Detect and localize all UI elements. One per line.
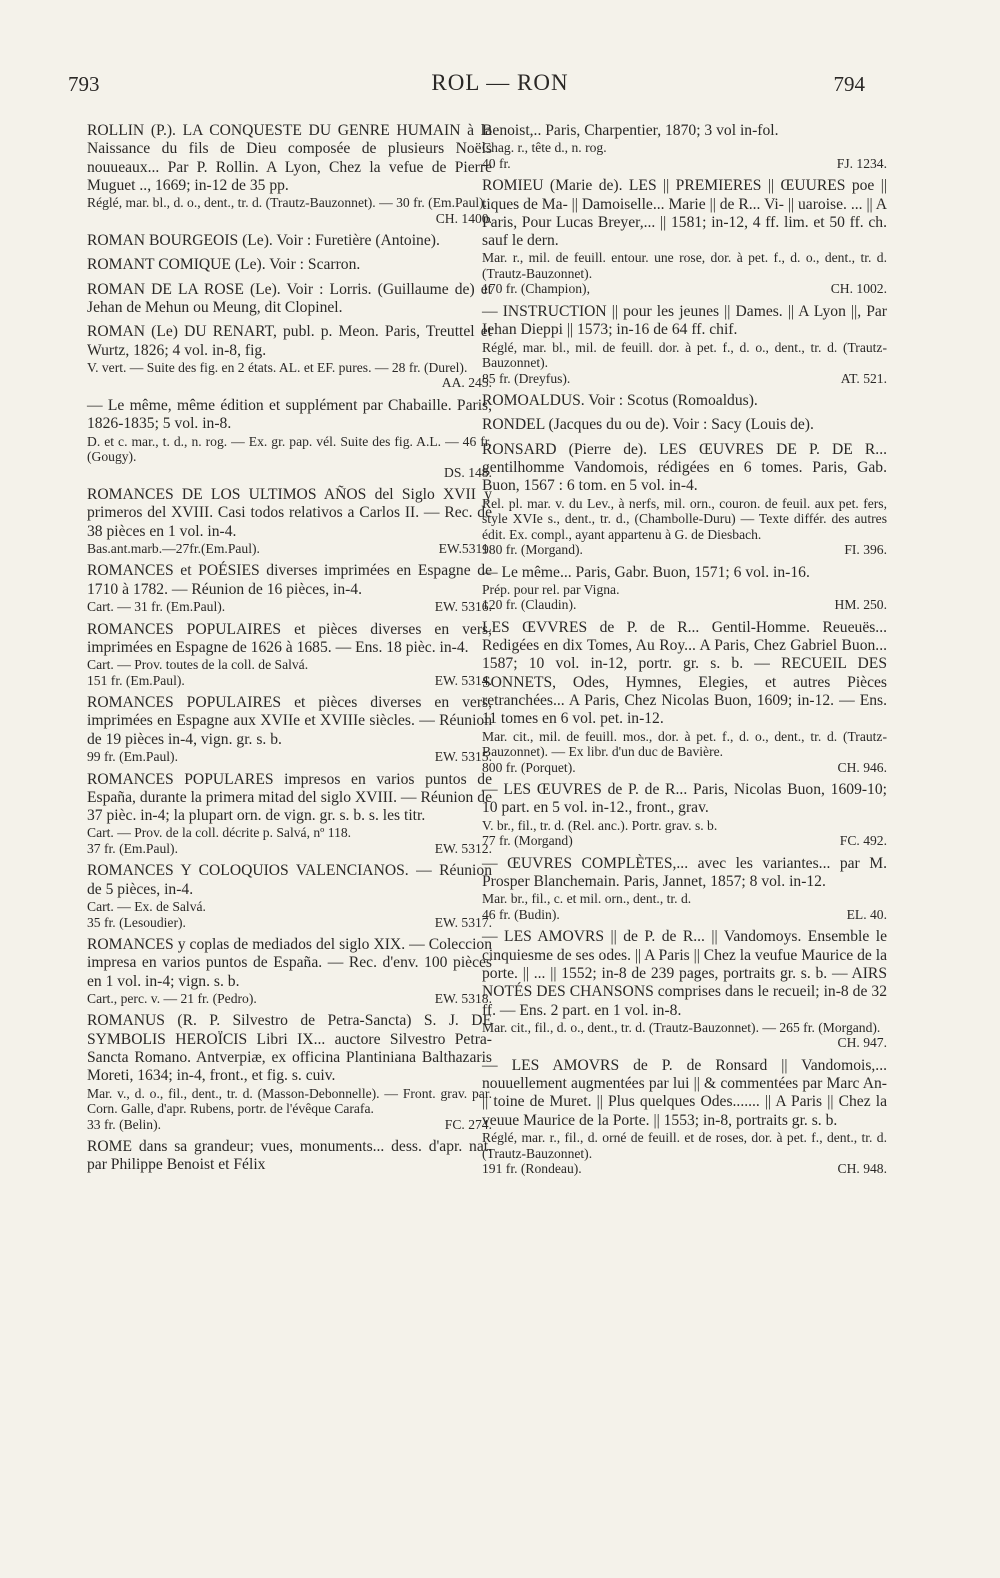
entry-sale-line <box>87 673 492 689</box>
entry-sale-line <box>87 541 492 557</box>
entry-price: 77 fr. (Morgand) <box>482 833 573 849</box>
page-number-right: 794 <box>833 72 865 96</box>
entry-note: Chag. r., tête d., n. rog. <box>482 140 607 156</box>
entry-text: ROMANCES POPULAIRES et pièces diverses en vers, imprimées en Espagne de 1626 à 1685. — Ens. 18 pièc. in-4. <box>87 620 492 656</box>
catalog-entry <box>87 281 492 318</box>
entry-sale-line <box>87 915 492 931</box>
running-title: ROL — RON <box>431 70 569 95</box>
entry-text: — LES AMOVRS de P. de Ronsard || Vandomois,... nouuellement augmentées par lui || & commentées par Marc An- || toine de Muret. || Plus quelques Odes....... || A Paris || Chez la veuue Maurice de la Porte. || 1553; in-8, portraits gr. s. b. <box>482 1056 887 1129</box>
entry-reference: CH. 1400. <box>435 210 492 226</box>
entry-text: ROMAN BOURGEOIS (Le). Voir : Furetière (Antoine). <box>87 232 440 250</box>
entry-note: Mar. v., d. o., fil., dent., tr. d. (Masson-Debonnelle). — Front. grav. par. Corn. Galle, d'apr. Rubens, portr. de l'évêque Carafa. <box>87 1085 492 1117</box>
entry-note: Cart. — Ex. de Salvá. <box>87 899 206 915</box>
catalog-entry <box>482 619 887 775</box>
entry-note: Mar. r., mil. de feuill. entour. une rose, dor. à pet. f., d. o., dent., tr. d. (Trautz-Bauzonnet). <box>482 250 887 281</box>
entry-price: 170 fr. (Champion), <box>482 281 590 297</box>
catalog-entry <box>482 441 887 558</box>
entry-text: — LES AMOVRS || de P. de R... || Vandomoys. Ensemble le cinquiesme de ses odes. || A Paris || Chez la veufue Maurice de la porte. || ... || 1552; in-8 de 239 pages, portraits gr. s. b. — AIRS NOTÉS DES CHANSONS comprises dans le recueil; in-8 de 32 ff. — Ens. 2 part. en 1 vol. in-8. <box>482 928 887 1019</box>
entry-text: ROMANCES et POÉSIES diverses imprimées en Espagne de 1710 à 1782. — Réunion de 16 pièces, in-4. <box>87 562 492 598</box>
entry-text: ROMIEU (Marie de). LES || PREMIERES || ŒUURES poe || tiques de Ma- || Damoiselle... Marie || de R... Vi- || uaroise. ... || A Paris, Pour Lucas Breyer,... || 1581; in-12, 4 ff. lim. et 50 ff. ch. sauf le dern. <box>482 177 887 250</box>
entry-price: 33 fr. (Belin). <box>87 1116 161 1132</box>
entry-price: 99 fr. (Em.Paul). <box>87 749 178 765</box>
entry-sale-line <box>87 841 492 857</box>
entry-note: Mar. cit., mil. de feuill. mos., dor. à pet. f., d. o., dent., tr. d. (Trautz-Bauzonnet). — Ex libr. d'un duc de Bavière. <box>482 728 887 760</box>
entry-price: 37 fr. (Em.Paul). <box>87 840 178 856</box>
catalog-entry <box>482 122 887 171</box>
entry-text: Benoist,.. Paris, Charpentier, 1870; 3 vol in-fol. <box>482 122 779 139</box>
entry-text: ROMANCES Y COLOQUIOS VALENCIANOS. — Réunion de 5 pièces, in-4. <box>87 862 492 898</box>
entry-reference: FC. 492. <box>839 833 887 849</box>
catalog-entry <box>87 397 492 480</box>
entry-sale-line <box>87 599 492 615</box>
entry-reference: EW. 5312. <box>434 840 492 856</box>
catalog-entry <box>87 122 492 226</box>
entry-sale-line <box>482 542 887 558</box>
entry-reference: FJ. 1234. <box>836 155 887 171</box>
entry-text: LES ŒVVRES de P. de R... Gentil-Homme. Reueuës... Redigées en dix Tomes, Au Roy... A Paris, Chez Gabriel Buon... 1587; 10 vol. in-12, portr. gr. s. b. — RECUEIL DES SONNETS, Odes, Hymnes, Elegies, et autres Pièces retranchées... A Paris, Chez Nicolas Buon, 1609; in-12. — Ens. 11 tomes en 6 vol. pet. in-12. <box>482 618 887 728</box>
entry-text: ROMANCES y coplas de mediados del siglo XIX. — Coleccion impresa en varios puntos de España. — Rec. d'env. 100 pièces en 1 vol. in-4; vign. s. b. <box>87 936 492 990</box>
entry-price: 191 fr. (Rondeau). <box>482 1161 582 1176</box>
entry-reference: CH. 948. <box>837 1161 887 1176</box>
catalog-entry <box>87 621 492 689</box>
entry-sale-line <box>87 211 492 227</box>
entry-sale-line <box>87 465 492 481</box>
entry-sale-line <box>87 749 492 765</box>
entry-text: — Le même... Paris, Gabr. Buon, 1571; 6 vol. in-16. <box>482 563 810 581</box>
entry-reference: HM. 250. <box>834 597 887 613</box>
page-number-left: 793 <box>68 72 100 96</box>
entry-text: — ŒUVRES COMPLÈTES,... avec les variantes... par M. Prosper Blanchemain. Paris, Jannet, 1857; 8 vol. in-12. <box>482 854 887 891</box>
entry-price: Cart. — 31 fr. (Em.Paul). <box>87 599 226 615</box>
entry-text: ROMOALDUS. Voir : Scotus (Romoaldus). <box>482 392 758 410</box>
entry-sale-line <box>482 760 887 776</box>
entry-reference: AA. 245. <box>441 375 492 391</box>
catalog-entry <box>482 928 887 1050</box>
catalog-entry <box>482 416 887 434</box>
entry-sale-line <box>87 375 492 391</box>
entry-note: D. et c. mar., t. d., n. rog. — Ex. gr. pap. vél. Suite des fig. A.L. — 46 fr. (Gougy). <box>87 433 492 465</box>
catalog-entry <box>482 1057 887 1177</box>
left-column <box>87 122 492 1181</box>
entry-reference: FC. 274. <box>444 1116 492 1132</box>
entry-sale-line <box>482 597 887 613</box>
entry-note: Prép. pour rel. par Vigna. <box>482 581 620 597</box>
entry-note: Mar. cit., fil., d. o., dent., tr. d. (Trautz-Bauzonnet). — 265 fr. (Morgand). <box>482 1019 881 1035</box>
catalog-entry <box>87 771 492 857</box>
entry-price: 120 fr. (Claudin). <box>482 597 577 613</box>
entry-sale-line <box>482 833 887 849</box>
catalog-entry <box>482 303 887 386</box>
entry-reference: EW. 5317. <box>434 914 492 930</box>
entry-text: ROMANCES POPULAIRES et pièces diverses en vers, imprimées en Espagne aux XVIIe et XVIIIe siècles. — Réunion de 19 pièces in-4, vign. gr. s. b. <box>87 694 492 748</box>
entry-text: RONSARD (Pierre de). LES ŒUVRES DE P. DE R... gentilhomme Vandomois, rédigées en 6 tomes. Paris, Gab. Buon, 1567 : 6 tom. en 5 vol. in-4. <box>482 440 887 495</box>
catalog-entry <box>482 177 887 297</box>
catalog-entry <box>87 1138 492 1175</box>
entry-reference: EL. 40. <box>846 906 887 922</box>
entry-note: Cart. — Prov. de la coll. décrite p. Salvá, nº 118. <box>87 825 352 841</box>
entry-reference: EW.5311. <box>438 540 492 556</box>
entry-reference: CH. 1002. <box>830 281 887 297</box>
entry-price: Cart., perc. v. — 21 fr. (Pedro). <box>87 990 257 1006</box>
entry-reference: CH. 946. <box>837 759 887 775</box>
entry-price: 40 fr. <box>482 155 511 171</box>
catalog-entry <box>482 855 887 923</box>
entry-reference: CH. 947. <box>837 1035 887 1051</box>
catalog-entry <box>482 392 887 410</box>
catalog-entry <box>87 1012 492 1132</box>
entry-sale-line <box>482 1035 887 1051</box>
entry-price: 800 fr. (Porquet). <box>482 759 576 775</box>
entry-note: V. br., fil., tr. d. (Rel. anc.). Portr. grav. s. b. <box>482 817 718 833</box>
entry-reference: FI. 396. <box>844 542 887 558</box>
entry-price: 980 fr. (Morgand). <box>482 542 583 558</box>
entry-note: Réglé, mar. r., fil., d. orné de feuill. et de roses, dor. à pet. f., dent., tr. d. (Trautz-Bauzonnet). <box>482 1130 887 1161</box>
entry-text: ROMAN DE LA ROSE (Le). Voir : Lorris. (Guillaume de) et Jehan de Mehun ou Meung, dit Clopinel. <box>87 280 492 317</box>
entry-text: ROMANCES POPULARES impresos en varios puntos de España, durante la primera mitad del siglo XVIII. — Réunion de 37 pièc. in-4; la plupart orn. de vign. gr. s. b. s. les titr. <box>87 770 492 825</box>
right-column <box>482 122 887 1183</box>
catalog-entry <box>87 936 492 1006</box>
entry-text: ROMAN (Le) DU RENART, publ. p. Meon. Paris, Treuttel et Wurtz, 1826; 4 vol. in-8, fig. <box>87 323 492 359</box>
entry-reference: EW. 5315. <box>434 749 492 765</box>
entry-text: ROLLIN (P.). LA CONQUESTE DU GENRE HUMAIN à la Naissance du fils de Dieu composée de plusieurs Noëls nouueaux... Par P. Rollin. A Lyon, Chez la vefue de Pierre Muguet .., 1669; in-12 de 35 pp. <box>87 122 492 194</box>
catalog-entry <box>482 564 887 613</box>
entry-sale-line <box>482 156 887 172</box>
entry-note: Cart. — Prov. toutes de la coll. de Salvá. <box>87 657 309 673</box>
entry-price: 151 fr. (Em.Paul). <box>87 672 185 688</box>
entry-note: Mar. br., fil., c. et mil. orn., dent., tr. d. <box>482 891 692 907</box>
catalog-entry <box>87 323 492 391</box>
catalog-entry <box>87 232 492 250</box>
entry-text: — INSTRUCTION || pour les jeunes || Dames. || A Lyon ||, Par Iehan Dieppi || 1573; in-16 de 64 ff. chif. <box>482 302 887 339</box>
entry-reference: EW. 5318. <box>434 990 492 1006</box>
catalog-entry <box>87 562 492 614</box>
entry-price: 85 fr. (Dreyfus). <box>482 370 571 386</box>
entry-sale-line <box>87 1117 492 1133</box>
entry-text: — Le même, même édition et supplément par Chabaille. Paris, 1826-1835; 5 vol. in-8. <box>87 396 492 433</box>
entry-text: ROMANUS (R. P. Silvestro de Petra-Sancta) S. J. DE SYMBOLIS HEROÏCIS Libri IX... auctore Silvestro Petra-Sancta Romano. Antverpiæ, ex officina Plantiniana Balthazaris Moreti, 1634; in-4, front., et fig. s. cuiv. <box>87 1012 492 1085</box>
entry-price: 35 fr. (Lesoudier). <box>87 914 186 930</box>
entry-note: V. vert. — Suite des fig. en 2 états. AL. et EF. pures. — 28 fr. (Durel). <box>87 359 468 375</box>
entry-reference: AT. 521. <box>840 370 887 386</box>
entry-reference: DS. 148. <box>444 464 492 480</box>
entry-note: Rel. pl. mar. v. du Lev., à nerfs, mil. orn., couron. de feuil. aux pet. fers, style XVIe s., dent., tr. d., (Chambolle-Duru) — Texte différ. des autres édit. Ex. compl., ayant appartenu à G. de Diesbach. <box>482 495 887 542</box>
entry-text: RONDEL (Jacques du ou de). Voir : Sacy (Louis de). <box>482 416 814 434</box>
entry-sale-line <box>482 281 887 297</box>
entry-reference: EW. 5316. <box>434 599 492 615</box>
entry-reference: EW. 5314. <box>434 672 492 688</box>
entry-price: 46 fr. (Budin). <box>482 906 560 922</box>
catalog-entry <box>87 694 492 764</box>
catalog-entry <box>87 256 492 274</box>
entry-note: Réglé, mar. bl., d. o., dent., tr. d. (Trautz-Bauzonnet). — 30 fr. (Em.Paul). <box>87 195 488 211</box>
entry-price: Bas.ant.marb.—27fr.(Em.Paul). <box>87 540 260 556</box>
entry-text: ROMANT COMIQUE (Le). Voir : Scarron. <box>87 256 361 274</box>
catalog-entry <box>87 486 492 556</box>
entry-sale-line <box>482 1161 887 1177</box>
catalog-entry <box>482 781 887 849</box>
entry-text: ROME dans sa grandeur; vues, monuments... dess. d'apr. nat. par Philippe Benoist et Félix <box>87 1138 492 1174</box>
entry-note: Réglé, mar. bl., mil. de feuill. dor. à pet. f., d. o., dent., tr. d. (Trautz-Bauzonnet). <box>482 339 887 371</box>
entry-sale-line <box>482 371 887 387</box>
entry-sale-line <box>482 907 887 923</box>
entry-text: ROMANCES DE LOS ULTIMOS AÑOS del Siglo XVII y primeros del XVIII. Casi todos relativos a Carlos II. — Rec. de 38 pièces en 1 vol. in-4. <box>87 486 492 540</box>
entry-sale-line <box>87 991 492 1007</box>
entry-text: — LES ŒUVRES de P. de R... Paris, Nicolas Buon, 1609-10; 10 part. en 5 vol. in-12., front., grav. <box>482 781 887 817</box>
catalog-entry <box>87 862 492 930</box>
